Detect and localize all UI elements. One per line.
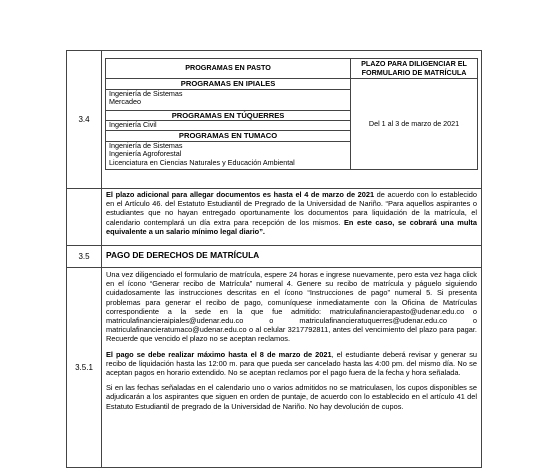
additional-deadline-bold: El plazo adicional para allegar documentos es hasta el 4 de marzo de 2021 — [106, 190, 375, 199]
program-item: Ingeniería de Sistemas — [109, 88, 183, 98]
additional-deadline-fine: En este caso, se cobrará una multa equivalente a un salario mínimo legal diario”. — [106, 217, 478, 236]
additional-deadline-text — [102, 189, 482, 246]
payment-deadline-body: , el estudiante deberá revisar y generar su recibo de liquidación hasta las 12:00 m. para que pueda ser cancelado hasta las 4:00 pm. del mismo día. No se aceptan pagos en horario extendido. No se aceptan reclamos por el pago fuera de la fecha y hora señalada. — [106, 349, 478, 378]
program-item: Ingeniería de Sistemas — [109, 140, 183, 150]
programs-cell — [102, 51, 482, 189]
deadline-header — [351, 59, 478, 79]
row-number: 3.4 — [67, 51, 102, 189]
tuquerres-title: PROGRAMAS EN TÚQUERRES — [106, 110, 351, 121]
program-item: Ingeniería Agroforestal — [109, 149, 182, 159]
payment-paragraph-3: Si en las fechas señaladas en el calendario uno o varios admitidos no se matriculasen, los cupos disponibles se adjudicarán a los aspirantes que siguen en orden de puntaje, de acuerdo con lo establecido en el artículo 41 del Estatuto Estudiantil de pregrado de la Universidad de Nariño. No hay devolución de cupos. — [106, 383, 477, 411]
ipiales-title: PROGRAMAS EN IPIALES — [106, 79, 351, 90]
row-number: 3.5 — [67, 246, 102, 268]
row-number-empty — [67, 189, 102, 246]
program-item: Licenciatura en Ciencias Naturales y Educación Ambiental — [109, 157, 295, 167]
tumaco-title: PROGRAMAS EN TUMACO — [106, 130, 351, 141]
program-item: Ingeniería Civil — [109, 120, 157, 130]
deadline-header-line1: PLAZO PARA DILIGENCIAR EL — [361, 58, 467, 68]
row-number: 3.5.1 — [67, 268, 102, 468]
payment-paragraph-1: Una vez diligenciado el formulario de matrícula, espere 24 horas e ingrese nuevamente, pero esta vez haga click en el ícono “Generar recibo de Matrícula” numeral 4. Genere su recibo de matrícula y páguelo siguiendo cuidadosamente las instrucciones descritas en el ícono “Instrucciones de pago” numeral 5. Si presenta problemas para generar el recibo de pago, comuníquese inmediatamente con la Oficina de Matrículas correspondiente a la sede en la que fue admitido: matriculafinancierapasto@udenar.edu.co o matriculafinancieraipiales@udenar.edu.co o matriculafinancieratuquerres@udenar.edu.co o matriculafinancieratumaco@udenar.edu.co o al celular 3217792811, antes del vencimiento del plazo para pagar. Recuerde que vencido el plazo no se aceptan reclamos. — [106, 270, 477, 344]
additional-deadline-body: de acuerdo con lo establecido en el Artículo 46. del Estatuto Estudiantil de Pregrado de la Universidad de Nariño. “Para aquellos aspirantes o estudiantes que no hayan entregado oportunamente los documentos para liquidación de la matrícula, el calendario contemplará un día extra para recepción de los mismos. — [106, 190, 477, 227]
program-item: Mercadeo — [109, 97, 141, 107]
payment-deadline-bold: El pago se debe realizar máximo hasta el 8 de marzo de 2021 — [106, 349, 332, 359]
section-title: PAGO DE DERECHOS DE MATRÍCULA — [102, 246, 482, 268]
deadline-header-line2: FORMULARIO DE MATRÍCULA — [361, 67, 467, 77]
pasto-header: PROGRAMAS EN PASTO — [106, 59, 351, 79]
payment-paragraph-2 — [106, 350, 477, 378]
tuquerres-programs — [106, 121, 351, 131]
payment-instructions — [102, 268, 482, 468]
deadline-dates: Del 1 al 3 de marzo de 2021 — [351, 79, 478, 170]
tumaco-programs — [106, 141, 351, 170]
ipiales-programs — [106, 89, 351, 110]
calendar-table — [66, 50, 482, 468]
programs-table — [105, 58, 478, 170]
